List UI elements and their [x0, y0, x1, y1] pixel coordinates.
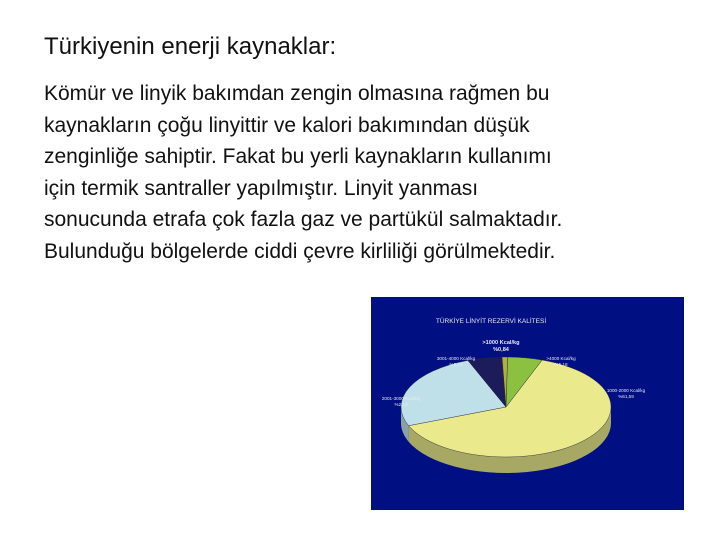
paragraph	[44, 78, 704, 267]
slice-value-label: %5,18	[554, 362, 568, 368]
slice-label: >4000 Kcal/kg	[546, 356, 576, 361]
pie-slices	[401, 357, 611, 473]
paragraph-line: Bulunduğu bölgelerde ciddi çevre kirliliği görülmektedir.	[44, 239, 556, 263]
paragraph-line: kaynakların çoğu linyittir ve kalori bakımından düşük	[44, 113, 530, 137]
slice-value-label: %24,5	[394, 402, 408, 408]
chart-title: TÜRKİYE LİNYİT REZERVİ KALİTESİ	[435, 318, 547, 325]
paragraph-line: Kömür ve linyik bakımdan zengin olmasına rağmen bu	[44, 82, 550, 105]
slice-label: >1000 Kcal/kg	[482, 340, 520, 346]
lignite-quality-chart	[371, 297, 684, 510]
slice-label: 2001-3000 Kcal/kg	[381, 396, 421, 401]
slice-label: 3001-4000 Kcal/kg	[436, 356, 476, 361]
paragraph-line: sonucunda etrafa çok fazla gaz ve partükül salmaktadır.	[44, 208, 563, 231]
heading: Türkiyenin enerji kaynaklar:	[44, 33, 337, 60]
paragraph-line: zenginliğe sahiptir. Fakat bu yerli kaynakların kullanımı	[44, 145, 552, 168]
slice-value-label: %61,59	[618, 394, 634, 400]
pie-chart	[371, 297, 684, 510]
slice-value-label: %5,16	[449, 362, 463, 368]
slice-label: 1000-2000 Kcal/kg	[606, 388, 646, 393]
paragraph-line: için termik santraller yapılmıştır. Linyit yanması	[44, 176, 479, 200]
slice-value-label: %0,84	[493, 347, 509, 354]
